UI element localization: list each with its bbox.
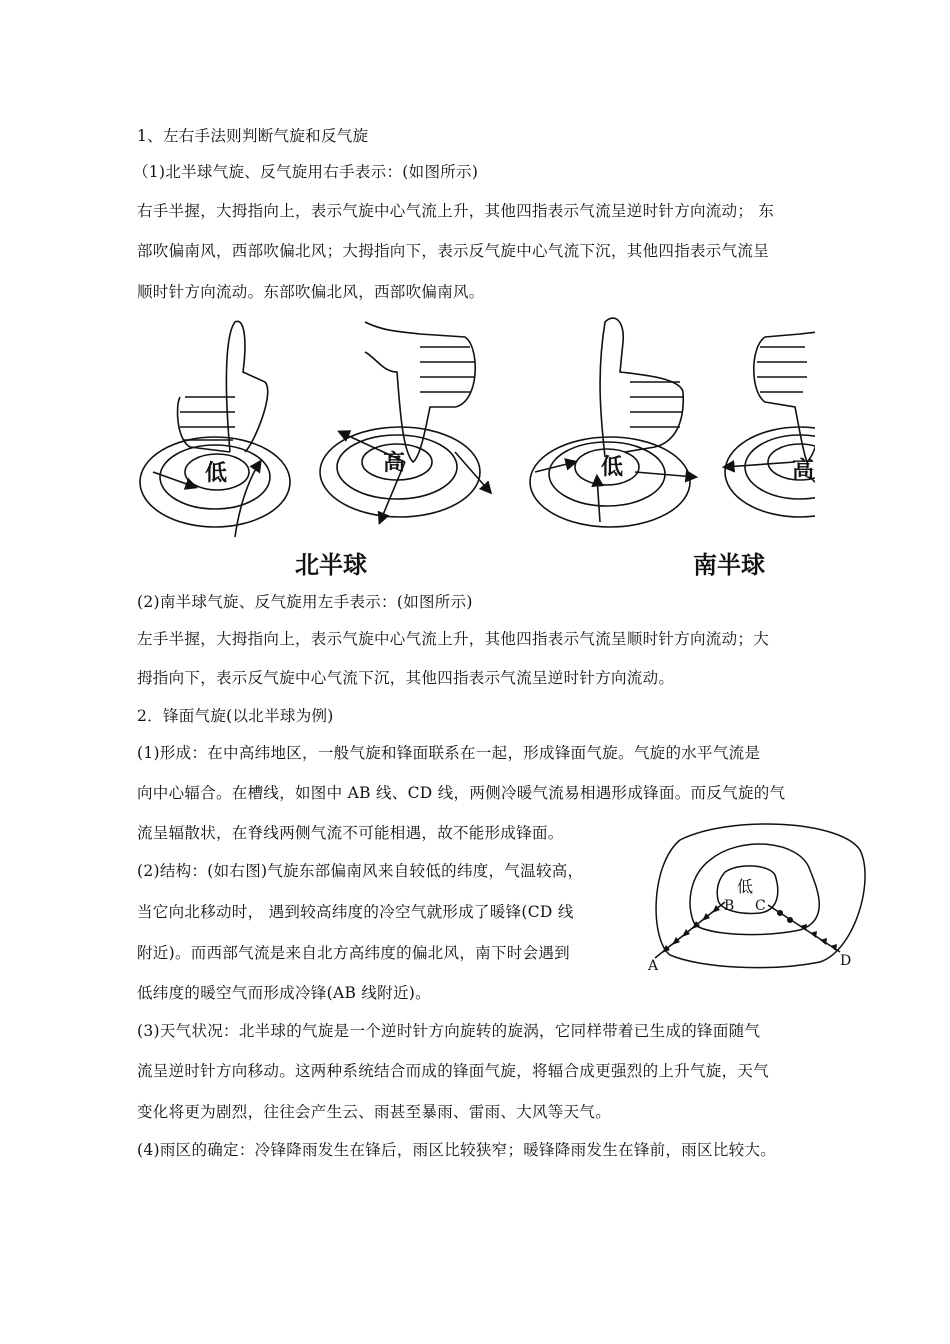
hand-rule-figure [135,312,815,542]
section1-para2-line1: 左手半握，大拇指向上，表示气旋中心气流上升，其他四指表示气流呈顺时针方向流动；大 [137,630,770,648]
frontal-cyclone-figure [640,810,880,975]
section1-sub2: (2)南半球气旋、反气旋用左手表示：(如图所示) [137,593,473,611]
point-B: B [724,898,735,914]
south-cyclone-diagram [530,318,695,527]
rain-line: (4)雨区的确定：冷锋降雨发生在锋后，雨区比较狭窄；暖锋降雨发生在锋前，雨区比较大。 [137,1141,777,1159]
north-cyclone-diagram [140,321,290,537]
section1-para1-line1: 右手半握，大拇指向上，表示气旋中心气流上升，其他四指表示气流呈逆时针方向流动； 东 [137,202,775,220]
formation-line3: 流呈辐散状，在脊线两侧气流不可能相遇，故不能形成锋面。 [137,824,564,842]
middle-isobar [690,844,819,935]
section1-title: 1、左右手法则判断气旋和反气旋 [137,127,369,145]
low-label-north: 低 [205,461,228,486]
formation-line2: 向中心辐合。在槽线，如图中 AB 线、CD 线，两侧冷暖气流易相遇形成锋面。而反气旋的气 [137,784,786,802]
weather-line3: 变化将更为剧烈，往往会产生云、雨甚至暴雨、雷雨、大风等天气。 [137,1103,612,1121]
structure-line3: 附近)。而西部气流是来自北方高纬度的偏北风，南下时会遇到 [137,944,570,962]
structure-line1: (2)结构：(如右图)气旋东部偏南风来自较低的纬度，气温较高， [137,862,584,880]
section1-sub1: （1)北半球气旋、反气旋用右手表示：(如图所示) [133,163,479,181]
weather-line1: (3)天气状况：北半球的气旋是一个逆时针方向旋转的旋涡，它同样带着已生成的锋面随气 [137,1022,761,1040]
structure-line2: 当它向北移动时， 遇到较高纬度的冷空气就形成了暖锋(CD 线 [137,903,574,921]
point-C: C [755,898,766,914]
high-label-south: 高 [792,458,815,483]
section2-title: 2．锋面气旋(以北半球为例) [137,707,334,725]
high-label-north: 高 [383,451,406,476]
south-hemisphere-label: 南半球 [693,551,765,579]
section1-para1-line3: 顺时针方向流动。东部吹偏北风，西部吹偏南风。 [137,283,485,301]
north-hemisphere-label: 北半球 [295,551,367,579]
front-low-label: 低 [737,877,754,896]
north-anticyclone-diagram [320,322,490,522]
section1-para1-line2: 部吹偏南风，西部吹偏北风；大拇指向下，表示反气旋中心气流下沉，其他四指表示气流呈 [137,242,770,260]
formation-line1: (1)形成：在中高纬地区，一般气旋和锋面联系在一起，形成锋面气旋。气旋的水平气流是 [137,744,761,762]
south-anticyclone-diagram [725,322,815,522]
weather-line2: 流呈逆时针方向移动。这两种系统结合而成的锋面气旋，将辐合成更强烈的上升气旋，天气 [137,1062,770,1080]
point-D: D [840,953,852,969]
point-A: A [648,958,659,974]
low-label-south: 低 [601,455,624,480]
section1-para2-line2: 拇指向下，表示反气旋中心气流下沉，其他四指表示气流呈逆时针方向流动。 [137,669,675,687]
structure-line4: 低纬度的暖空气而形成冷锋(AB 线附近)。 [137,984,431,1002]
